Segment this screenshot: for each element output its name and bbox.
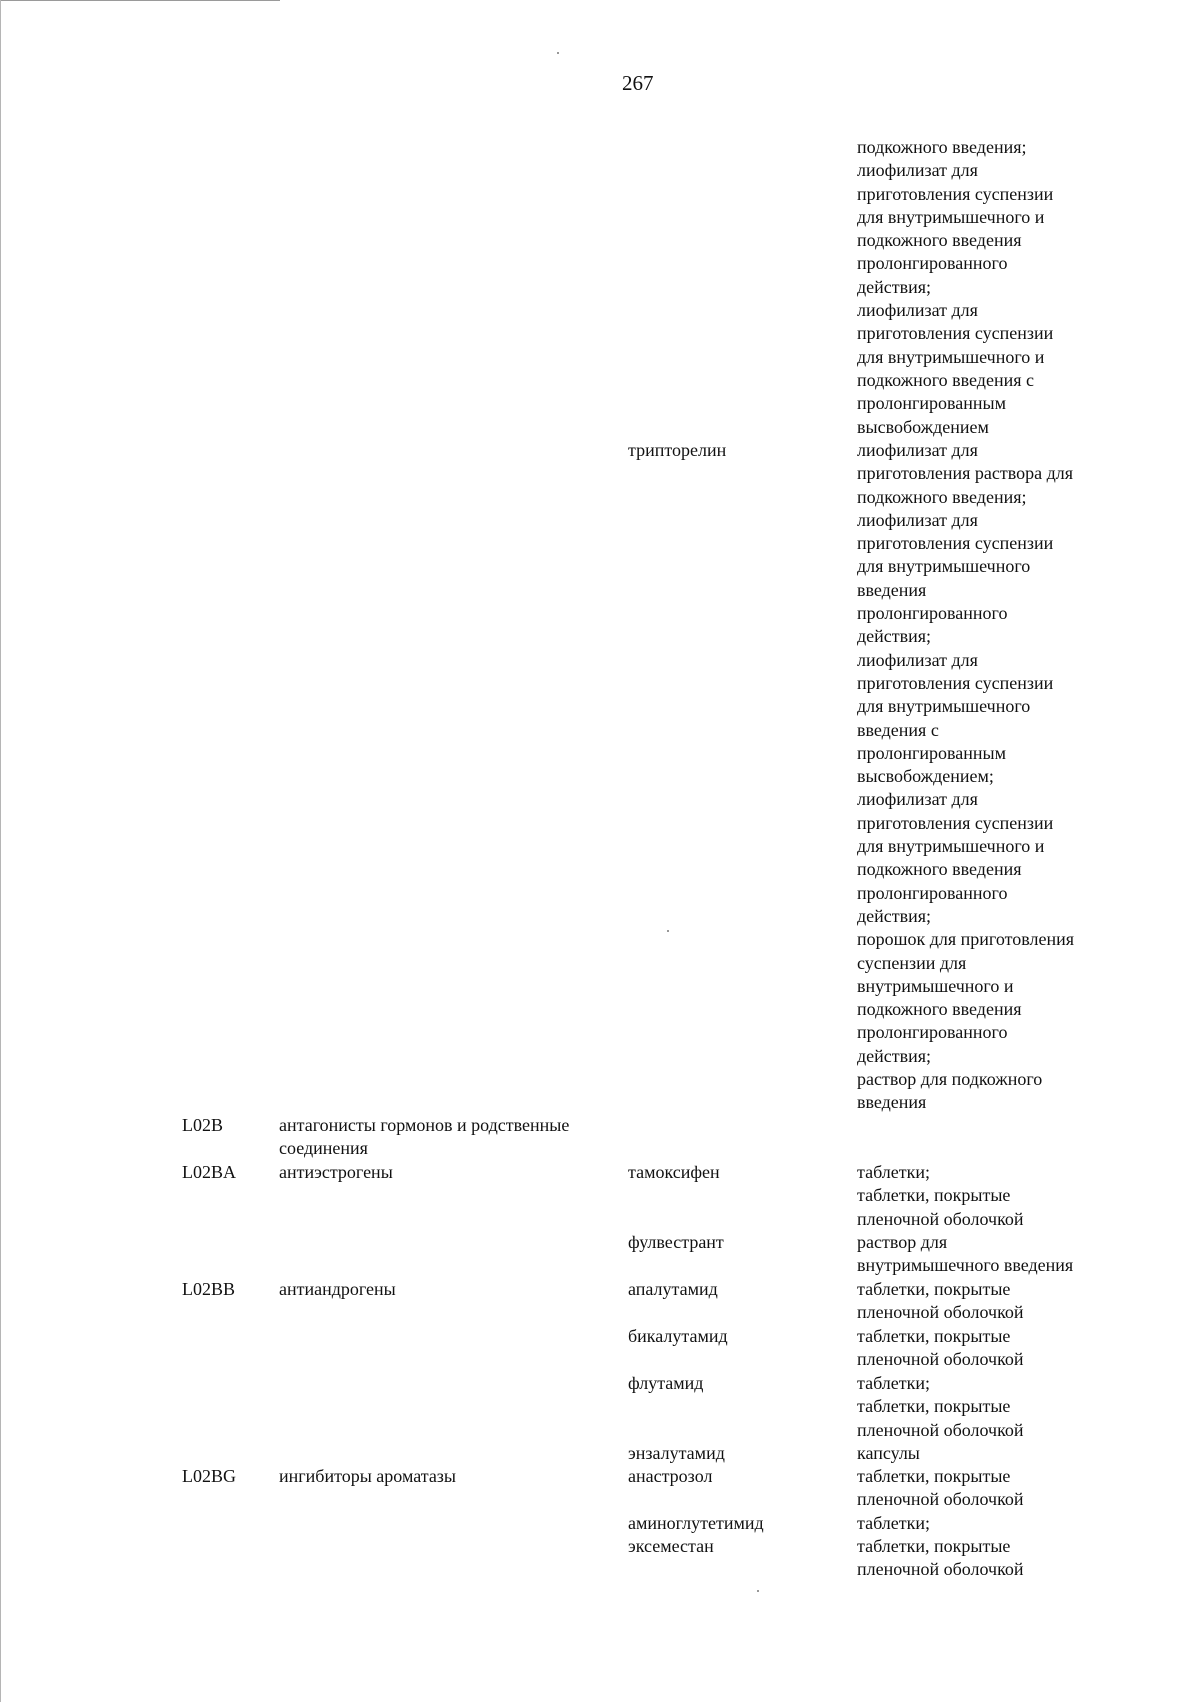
form-line: лиофилизат для [857,300,978,321]
dosage-forms [857,1512,1117,1535]
form-line: пролонгированного [857,603,1008,624]
form-line: введения [857,1092,927,1113]
form-line: введения [857,579,927,600]
form-line: для внутримышечного и [857,346,1045,367]
form-line: пролонгированного [857,253,1008,274]
form-line: лиофилизат для [857,509,978,530]
group-name: антиэстрогены [279,1162,393,1182]
page-number: 267 [622,71,654,95]
form-line: таблетки, покрытые [857,1396,1011,1417]
form-line: действия; [857,276,932,297]
dosage-forms [857,1465,1117,1512]
form-line: высвобождением [857,416,989,437]
form-line: лиофилизат для [857,649,978,670]
drug-name: флутамид [628,1373,704,1393]
form-line: подкожного введения [857,999,1022,1020]
form-line: действия; [857,626,932,647]
group-name [279,1114,619,1161]
drug-name: анастрозол [628,1466,713,1486]
form-line: подкожного введения [857,230,1022,251]
form-line: таблетки, покрытые [857,1466,1011,1486]
drug-name: апалутамид [628,1279,718,1299]
drug-name: эксеместан [628,1536,714,1556]
form-line: раствор для подкожного [857,1069,1043,1090]
continuation-forms [857,136,1117,439]
form-line: внутримышечного и [857,975,1014,996]
drug-name: бикалутамид [628,1326,728,1346]
scan-edge-left [0,0,1,1702]
form-line: суспензии для [857,952,967,973]
form-line: для внутримышечного [857,696,1031,717]
drug-name: фулвестрант [628,1232,724,1252]
group-name: антиандрогены [279,1279,396,1299]
dosage-forms [857,1278,1117,1325]
form-line: таблетки; [857,1373,931,1393]
form-line: высвобождением; [857,766,994,787]
dosage-forms [857,1535,1117,1582]
group-name: ингибиторы ароматазы [279,1466,457,1486]
form-line: пленочной оболочкой [857,1208,1024,1229]
form-line: пролонгированным [857,393,1007,414]
form-line: приготовления суспензии [857,672,1054,693]
atc-code: L02BA [182,1162,236,1182]
form-line: пролонгированного [857,1022,1008,1043]
form-line: лиофилизат для [857,160,978,181]
form-line: пленочной оболочкой [857,1302,1024,1323]
form-line: подкожного введения; [857,486,1027,507]
drug-name: тамоксифен [628,1162,720,1182]
form-line: приготовления суспензии [857,323,1054,344]
form-line: для внутримышечного и [857,206,1045,227]
form-line: таблетки, покрытые [857,1326,1011,1346]
form-line: пленочной оболочкой [857,1559,1024,1580]
drug-name: трипторелин [628,440,727,460]
form-line: пленочной оболочкой [857,1419,1024,1440]
form-line: приготовления раствора для [857,463,1073,484]
form-line: таблетки; [857,1162,931,1182]
dosage-forms [857,439,1117,1115]
form-line: пролонгированным [857,742,1007,763]
form-line: действия; [857,1045,932,1066]
form-line: для внутримышечного [857,556,1031,577]
dosage-forms [857,1231,1117,1278]
scan-speck [667,930,669,932]
form-line: подкожного введения с [857,369,1034,390]
scan-speck [557,52,559,54]
dosage-forms [857,1161,1117,1231]
scan-speck [757,1590,759,1592]
atc-code: L02BG [182,1466,236,1486]
group-name-line: антагонисты гормонов и родственные [279,1115,570,1135]
form-line: введения с [857,719,939,740]
form-line: пролонгированного [857,882,1008,903]
group-name-line: соединения [279,1138,368,1159]
form-line: таблетки; [857,1513,931,1533]
drug-name: аминоглутетимид [628,1513,764,1533]
atc-code: L02BB [182,1279,236,1299]
atc-code: L02B [182,1115,224,1135]
form-line: лиофилизат для [857,440,978,460]
form-line: лиофилизат для [857,789,978,810]
form-line: подкожного введения [857,859,1022,880]
dosage-forms [857,1442,1117,1465]
drug-name: энзалутамид [628,1443,725,1463]
dosage-forms [857,1372,1117,1442]
dosage-forms [857,1325,1117,1372]
form-line: таблетки, покрытые [857,1185,1011,1206]
form-line: приготовления суспензии [857,812,1054,833]
form-line: капсулы [857,1443,920,1463]
form-line: подкожного введения; [857,137,1027,157]
form-line: для внутримышечного и [857,836,1045,857]
form-line: действия; [857,905,932,926]
scan-edge-top [0,0,280,1]
form-line: раствор для [857,1232,948,1252]
form-line: приготовления суспензии [857,533,1054,554]
form-line: таблетки, покрытые [857,1536,1011,1556]
form-line: пленочной оболочкой [857,1349,1024,1370]
form-line: таблетки, покрытые [857,1279,1011,1299]
form-line: порошок для приготовления [857,929,1075,950]
form-line: внутримышечного введения [857,1255,1074,1276]
form-line: пленочной оболочкой [857,1489,1024,1510]
form-line: приготовления суспензии [857,183,1054,204]
